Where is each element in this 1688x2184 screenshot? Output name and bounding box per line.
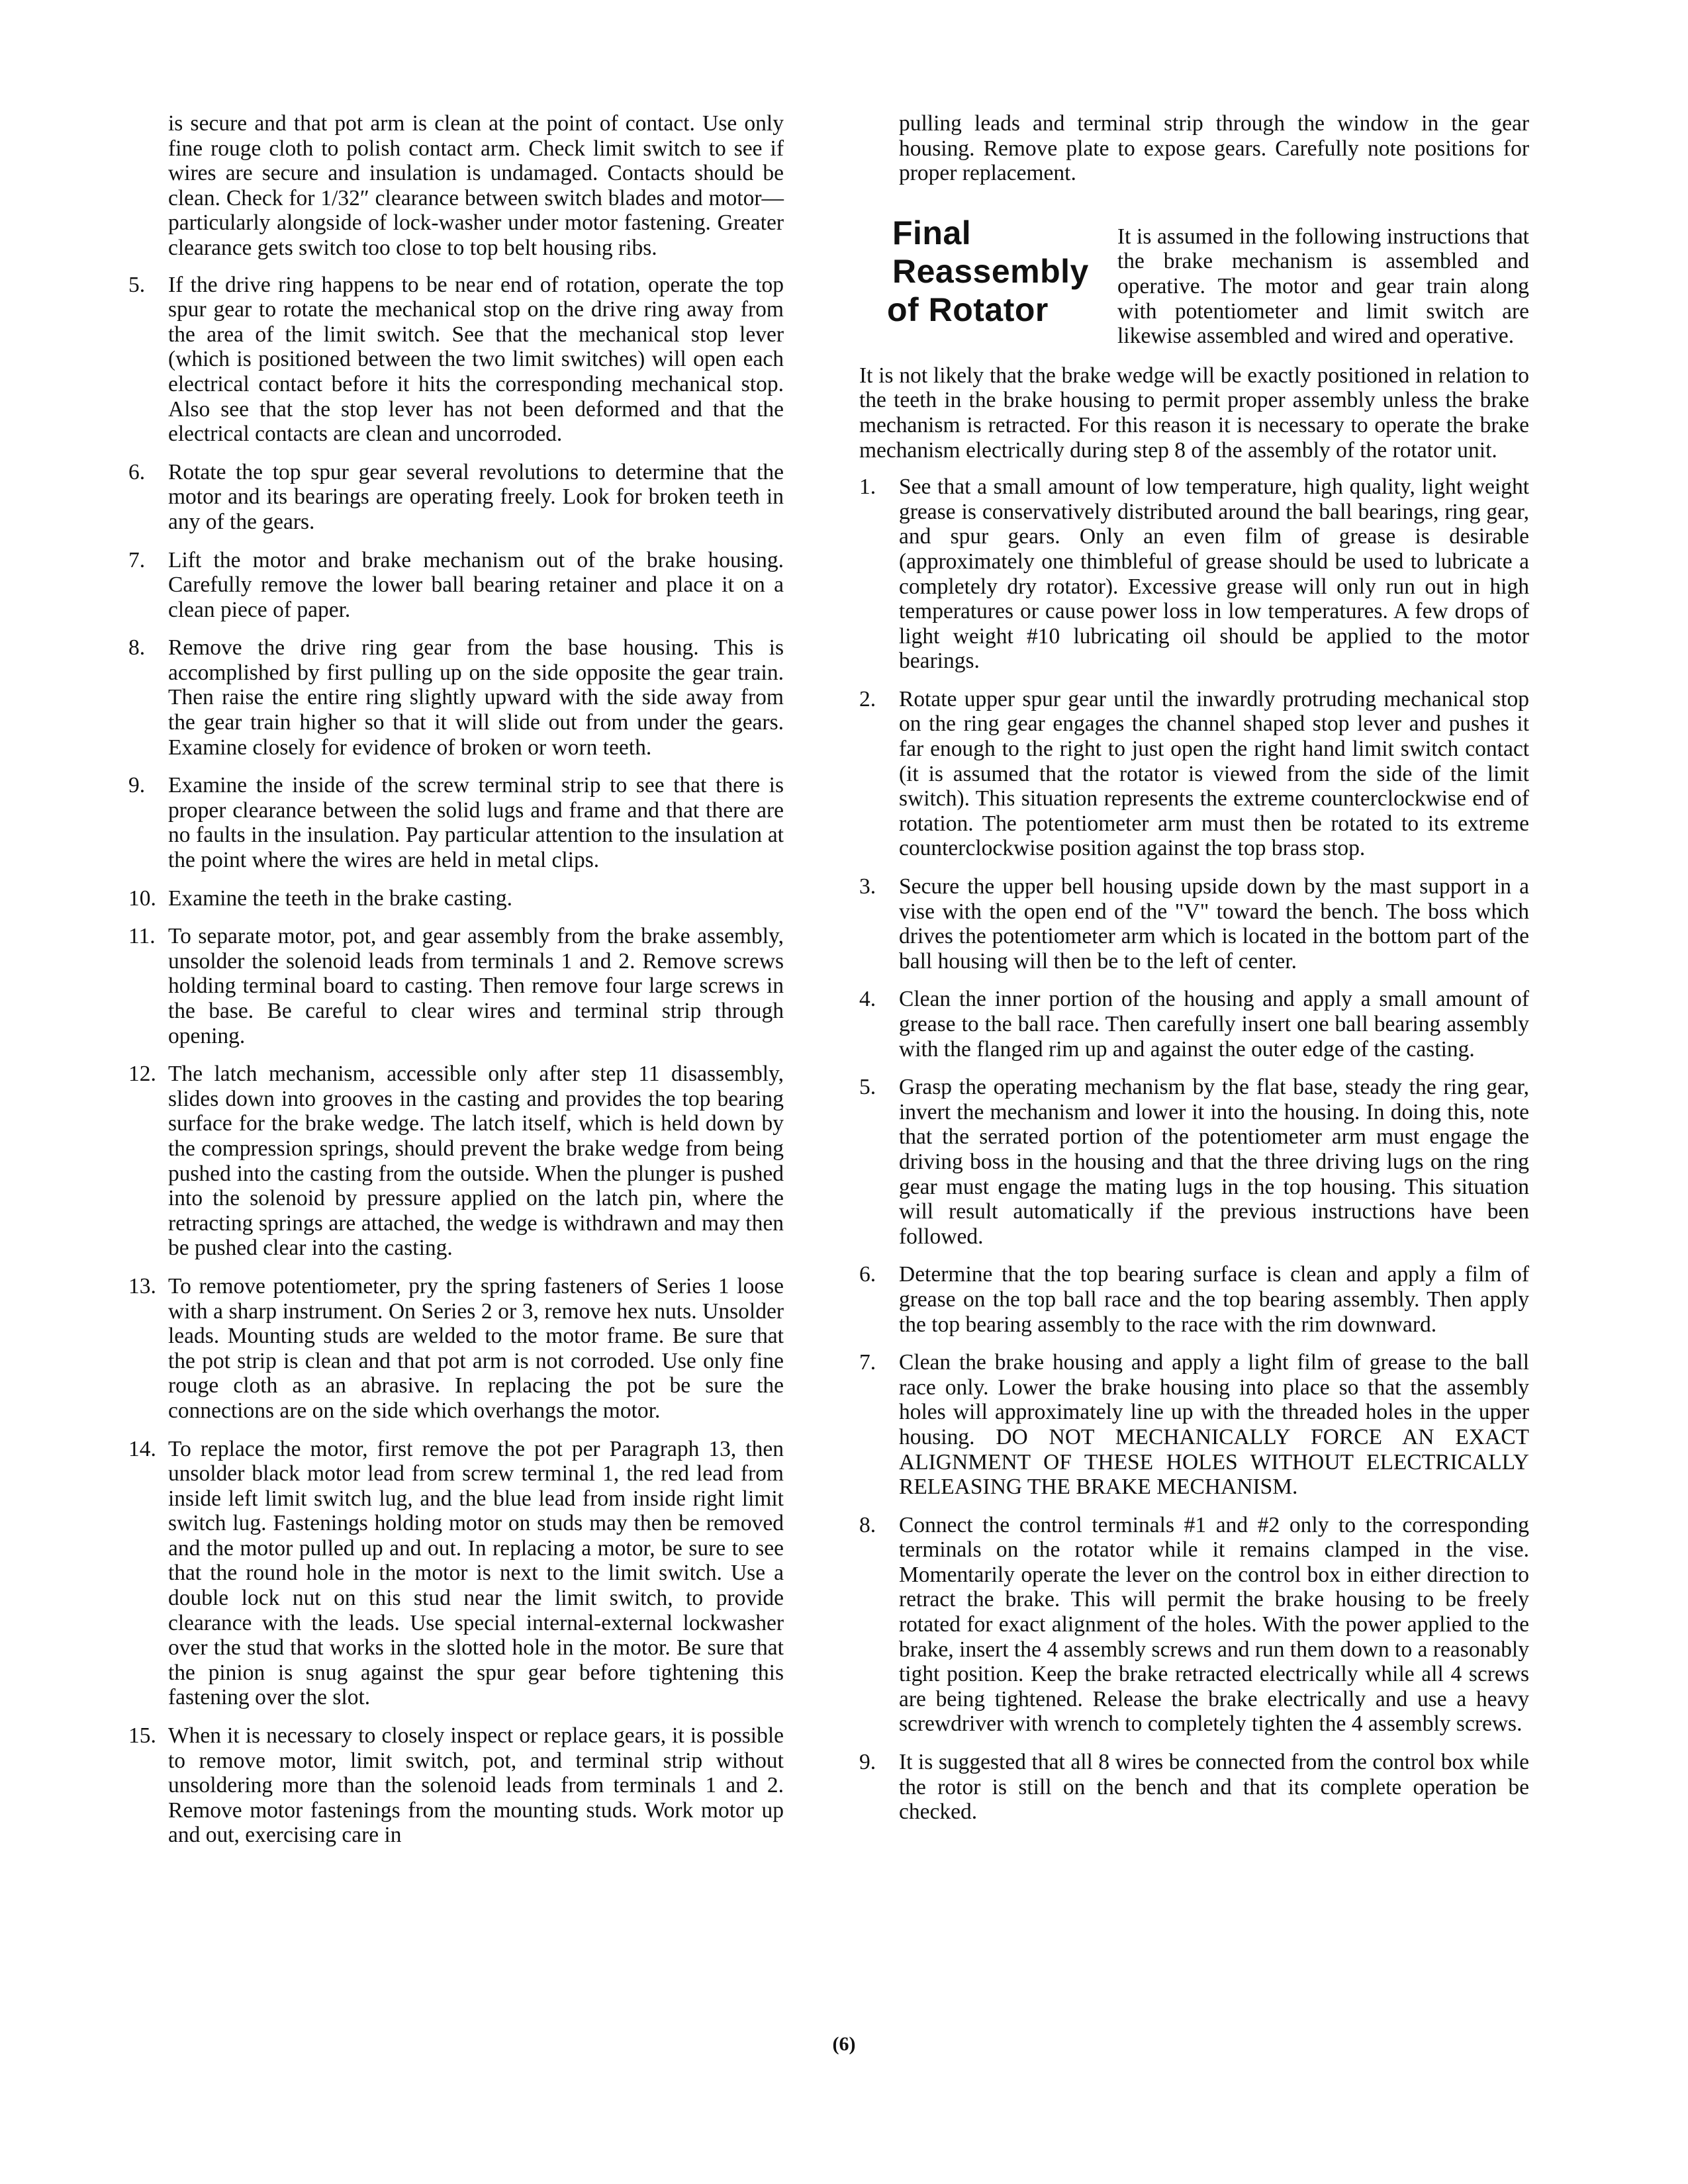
item-text: Clean the inner portion of the housing and apply a small amount of grease to the ball race. Then carefully insert one ball bearing assembly with the flanged rim up and against the outer edge of the casting.: [899, 987, 1529, 1062]
item-text: Clean the brake housing and apply a light film of grease to the ball race only. Lower the brake housing into place so that the assembly holes will approximately line up with the threaded holes in the upper housing. DO NOT MECHANICALLY FORCE AN EXACT ALIGNMENT OF THESE HOLES WITHOUT ELECTRICALLY RELEASING THE BRAKE MECHANISM.: [899, 1350, 1529, 1500]
item-number: 7.: [859, 1350, 876, 1375]
item-number: 14.: [128, 1436, 156, 1461]
list-item: [128, 1437, 784, 1711]
item-text: To separate motor, pot, and gear assembly from the brake assembly, unsolder the solenoid leads from terminals 1 and 2. Remove screws holding terminal board to casting. Then remove four large screws in the base. Be careful to clear wires and terminal strip through opening.: [168, 924, 784, 1048]
heading-line: Final: [892, 214, 972, 251]
heading-line: Reassembly: [892, 252, 1089, 290]
item-number: 8.: [859, 1512, 876, 1537]
item-number: 1.: [859, 475, 876, 500]
item-number: 6.: [128, 459, 146, 484]
item-text: Examine the teeth in the brake casting.: [168, 886, 512, 911]
item-number: 13.: [128, 1273, 156, 1298]
list-item: [128, 635, 784, 760]
item-text: Rotate upper spur gear until the inwardly protruding mechanical stop on the ring gear engages the channel shaped stop lever and pushes it far enough to the right to just open the right hand limit switch contact (it is assumed that the rotator is viewed from the side of the limit switch). This situation represents the extreme counterclockwise end of rotation. The potentiometer arm must then be rotated to its extreme counterclockwise position against the top brass stop.: [899, 686, 1529, 861]
heading-line: of Rotator: [887, 291, 1049, 328]
page-number: (6): [832, 2033, 856, 2055]
section-intro-paragraph: It is assumed in the following instructions that the brake mechanism is assembled and operative. The motor and gear train along with potentiometer and limit switch are likewise assembled and wired and operative.: [1117, 224, 1529, 349]
item-text: To remove potentiometer, pry the spring fasteners of Series 1 loose with a sharp instrument. On Series 2 or 3, remove hex nuts. Unsolder leads. Mounting studs are welded to the motor frame. Be sure that the pot strip is clean and that pot arm is not corroded. Use only fine rouge cloth as an abrasive. In replacing the pot be sure the connections are on the side which overhangs the motor.: [168, 1273, 784, 1423]
list-item: [859, 475, 1529, 674]
list-item: [128, 1062, 784, 1261]
section-heading: [887, 214, 1111, 329]
item-number: 5.: [128, 272, 146, 297]
item-text: To replace the motor, first remove the pot per Paragraph 13, then unsolder black motor lead from screw terminal 1, the red lead from inside left limit switch lug, and the blue lead from inside right limit switch lug. Fastenings holding motor on studs may then be removed and the motor pulled up and out. In replacing a motor, be sure to see that the round hole in the motor is next to the limit switch. Use a double lock nut on this stud near the limit switch, to provide clearance with the leads. Use special internal-external lockwasher over the stud that works in the slotted hole in the motor. Be sure that the pinion is snug against the spur gear before tightening this fastening over the slot.: [168, 1436, 784, 1710]
item-number: 4.: [859, 987, 876, 1012]
list-item: [128, 1274, 784, 1424]
right-item-list: [859, 475, 1529, 1825]
item-number: 9.: [859, 1750, 876, 1775]
right-column: [859, 111, 1529, 1838]
left-column: [128, 111, 784, 1861]
list-item: [128, 924, 784, 1048]
list-item: [128, 773, 784, 872]
item-number: 15.: [128, 1723, 156, 1749]
continued-paragraph: pulling leads and terminal strip through the window in the gear housing. Remove plate to expose gears. Carefully note positions for proper replacement.: [899, 111, 1529, 186]
item-text: Examine the inside of the screw terminal strip to see that there is proper clearance between the solid lugs and frame and that there are no faults in the insulation. Pay particular attention to the insulation at the point where the wires are held in metal clips.: [168, 773, 784, 873]
list-item: [128, 460, 784, 535]
item-number: 9.: [128, 773, 146, 798]
item-text: When it is necessary to closely inspect or replace gears, it is possible to remove motor, limit switch, pot, and terminal strip without unsoldering more than the solenoid leads from terminals 1 and 2. Remove motor fastenings from the mounting studs. Work motor up and out, exercising care in: [168, 1723, 784, 1848]
list-item: [128, 273, 784, 447]
list-item: [859, 1750, 1529, 1825]
item-number: 3.: [859, 874, 876, 899]
continued-paragraph: is secure and that pot arm is clean at the point of contact. Use only fine rouge cloth to polish contact arm. Check limit switch to see if wires are secure and insulation is undamaged. Contacts should be clean. Check for 1/32″ clearance between switch blades and motor—particularly alongside of lock-washer under motor fastening. Greater clearance gets switch too close to top belt housing ribs.: [168, 111, 784, 260]
item-number: 6.: [859, 1262, 876, 1287]
left-item-list: [128, 273, 784, 1848]
item-text: Determine that the top bearing surface is clean and apply a film of grease on the top ball race and the top bearing assembly. Then apply the top bearing assembly to the race with the rim downward.: [899, 1262, 1529, 1337]
item-number: 5.: [859, 1075, 876, 1100]
list-item: [128, 886, 784, 911]
item-number: 8.: [128, 635, 146, 660]
body-paragraph: It is not likely that the brake wedge will be exactly positioned in relation to the teeth in the brake housing to permit proper assembly unless the brake mechanism is retracted. For this reason it is necessary to operate the brake mechanism electrically during step 8 of the assembly of the rotator unit.: [859, 363, 1529, 463]
item-text: It is suggested that all 8 wires be connected from the control box while the rotor is still on the bench and that its complete operation be checked.: [899, 1750, 1529, 1825]
item-text: Secure the upper bell housing upside down by the mast support in a vise with the open end of the "V" toward the bench. The boss which drives the potentiometer arm which is located in the bottom part of the ball housing will then be to the left of center.: [899, 874, 1529, 974]
item-number: 10.: [128, 886, 156, 911]
item-number: 11.: [128, 924, 156, 949]
list-item: [859, 687, 1529, 861]
list-item: [859, 874, 1529, 974]
list-item: [859, 987, 1529, 1062]
item-text: If the drive ring happens to be near end of rotation, operate the top spur gear to rotate the mechanical stop on the drive ring away from the area of the limit switch. See that the mechanical stop lever (which is positioned between the two limit switches) will open each electrical contact before it hits the corresponding mechanical stop. Also see that the stop lever has not been deformed and that the electrical contacts are clean and uncorroded.: [168, 272, 784, 447]
list-item: [859, 1075, 1529, 1249]
list-item: [859, 1262, 1529, 1337]
item-text: See that a small amount of low temperature, high quality, light weight grease is conservatively distributed around the ball bearings, ring gear, and spur gears. Only an even film of grease is desirable (approximately one thimbleful of grease should be used to lubricate a completely dry rotator). Excessive grease will only run out in high temperatures or cause power loss in low temperatures. A few drops of light weight #10 lubricating oil should be applied to the motor bearings.: [899, 475, 1529, 674]
item-text: Connect the control terminals #1 and #2 only to the corresponding terminals on the rotator while it remains clamped in the vise. Momentarily operate the lever on the control box in either direction to retract the brake. This will permit the brake housing to be freely rotated for exact alignment of the holes. With the power applied to the brake, insert the 4 assembly screws and run them down to a reasonably tight position. Keep the brake retracted electrically while all 4 screws are being tightened. Release the brake electrically and use a heavy screwdriver with wrench to completely tighten the 4 assembly screws.: [899, 1512, 1529, 1737]
item-text: Lift the motor and brake mechanism out of the brake housing. Carefully remove the lower ball bearing retainer and place it on a clean piece of paper.: [168, 547, 784, 622]
item-number: 7.: [128, 547, 146, 572]
list-item: [128, 548, 784, 623]
item-text: Grasp the operating mechanism by the flat base, steady the ring gear, invert the mechanism and lower it into the housing. In doing this, note that the serrated portion of the potentiometer arm must engage the driving boss in the housing and that the three driving lugs on the ring gear must engage the mating lugs in the top housing. This situation will result automatically if the previous instructions have been followed.: [899, 1075, 1529, 1249]
item-text: Remove the drive ring gear from the base housing. This is accomplished by first pulling up on the side opposite the gear train. Then raise the entire ring slightly upward with the side away from the gear train higher so that it will slide out from under the gears. Examine closely for evidence of broken or worn teeth.: [168, 635, 784, 760]
list-item: [859, 1350, 1529, 1500]
item-text: The latch mechanism, accessible only after step 11 disassembly, slides down into grooves in the casting and provides the top bearing surface for the brake wedge. The latch itself, which is held down by the compression springs, should prevent the brake wedge from being pushed into the casting from the outside. When the plunger is pushed into the solenoid by pressure applied on the latch pin, where the retracting springs are attached, the wedge is withdrawn and may then be pushed clear into the casting.: [168, 1062, 784, 1261]
list-item: [859, 1513, 1529, 1737]
item-number: 12.: [128, 1062, 156, 1087]
item-text: Rotate the top spur gear several revolutions to determine that the motor and its bearings are operating freely. Look for broken teeth in any of the gears.: [168, 459, 784, 534]
item-number: 2.: [859, 686, 876, 711]
list-item: [128, 1723, 784, 1848]
